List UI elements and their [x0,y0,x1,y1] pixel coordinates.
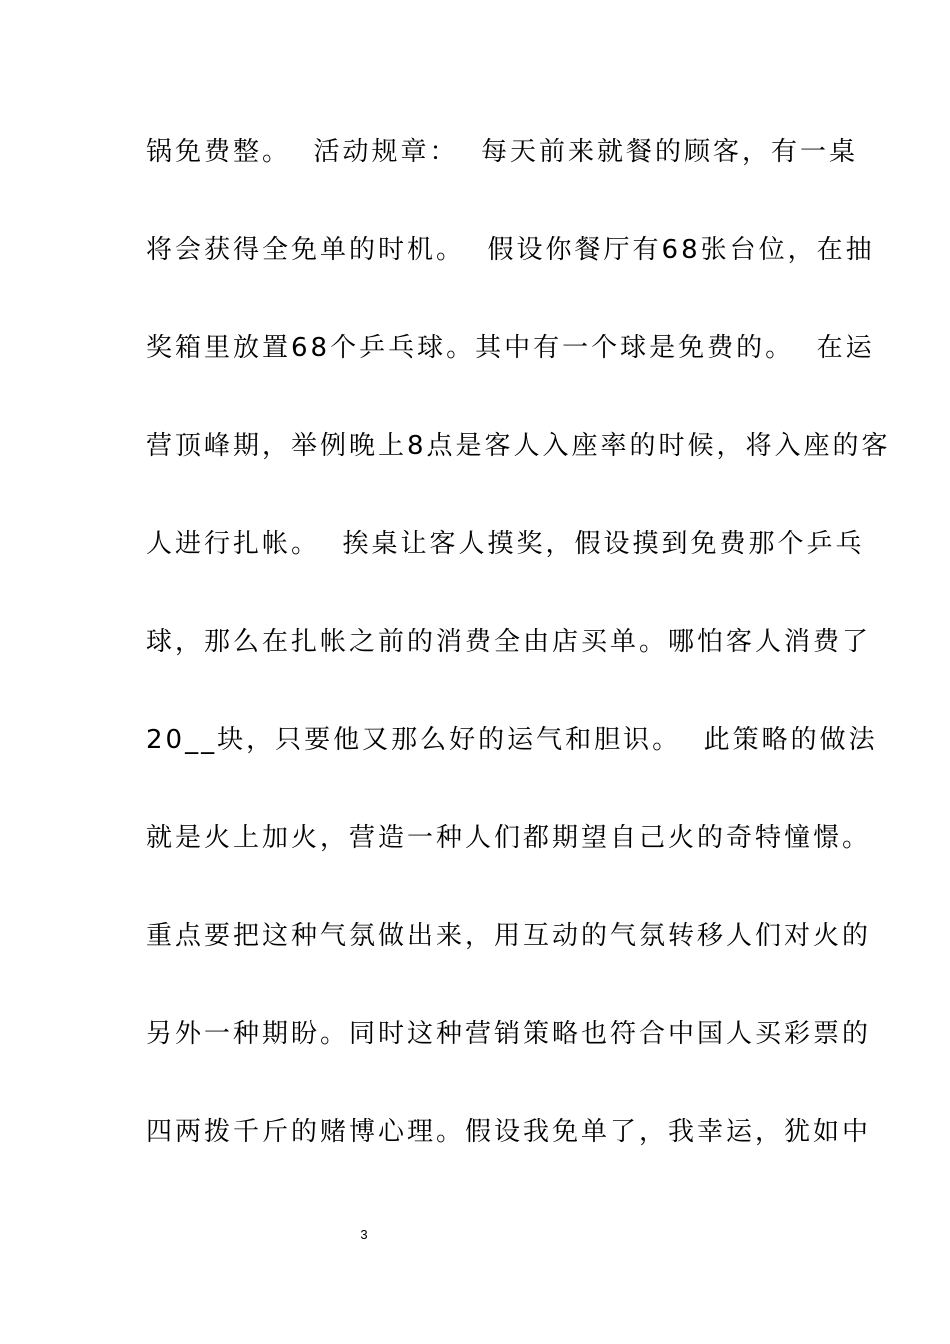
text-line: 另外一种期盼。同时这种营销策略也符合中国人买彩票的 [146,1019,872,1049]
text-line: 20__块，只要他又那么好的运气和胆识。 此策略的做法 [146,725,878,755]
text-line: 奖箱里放置68个乒乓球。其中有一个球是免费的。 在运 [146,333,875,363]
text-line: 将会获得全免单的时机。 假设你餐厅有68张台位，在抽 [146,235,875,265]
text-line: 锅免费整。 活动规章： 每天前来就餐的顾客，有一桌 [146,137,859,167]
page-number: 3 [360,1227,368,1242]
text-line: 球，那么在扎帐之前的消费全由店买单。哪怕客人消费了 [146,627,872,657]
text-line: 就是火上加火，营造一种人们都期望自己火的奇特憧憬。 [146,823,872,853]
body-text [146,128,891,1206]
text-line: 人进行扎帐。 挨桌让客人摸奖，假设摸到免费那个乒乓 [146,529,865,559]
text-line: 营顶峰期，举例晚上8点是客人入座率的时候，将入座的客 [146,431,891,461]
text-line: 四两拨千斤的赌博心理。假设我免单了，我幸运，犹如中 [146,1117,872,1147]
text-line: 重点要把这种气氛做出来，用互动的气氛转移人们对火的 [146,921,872,951]
